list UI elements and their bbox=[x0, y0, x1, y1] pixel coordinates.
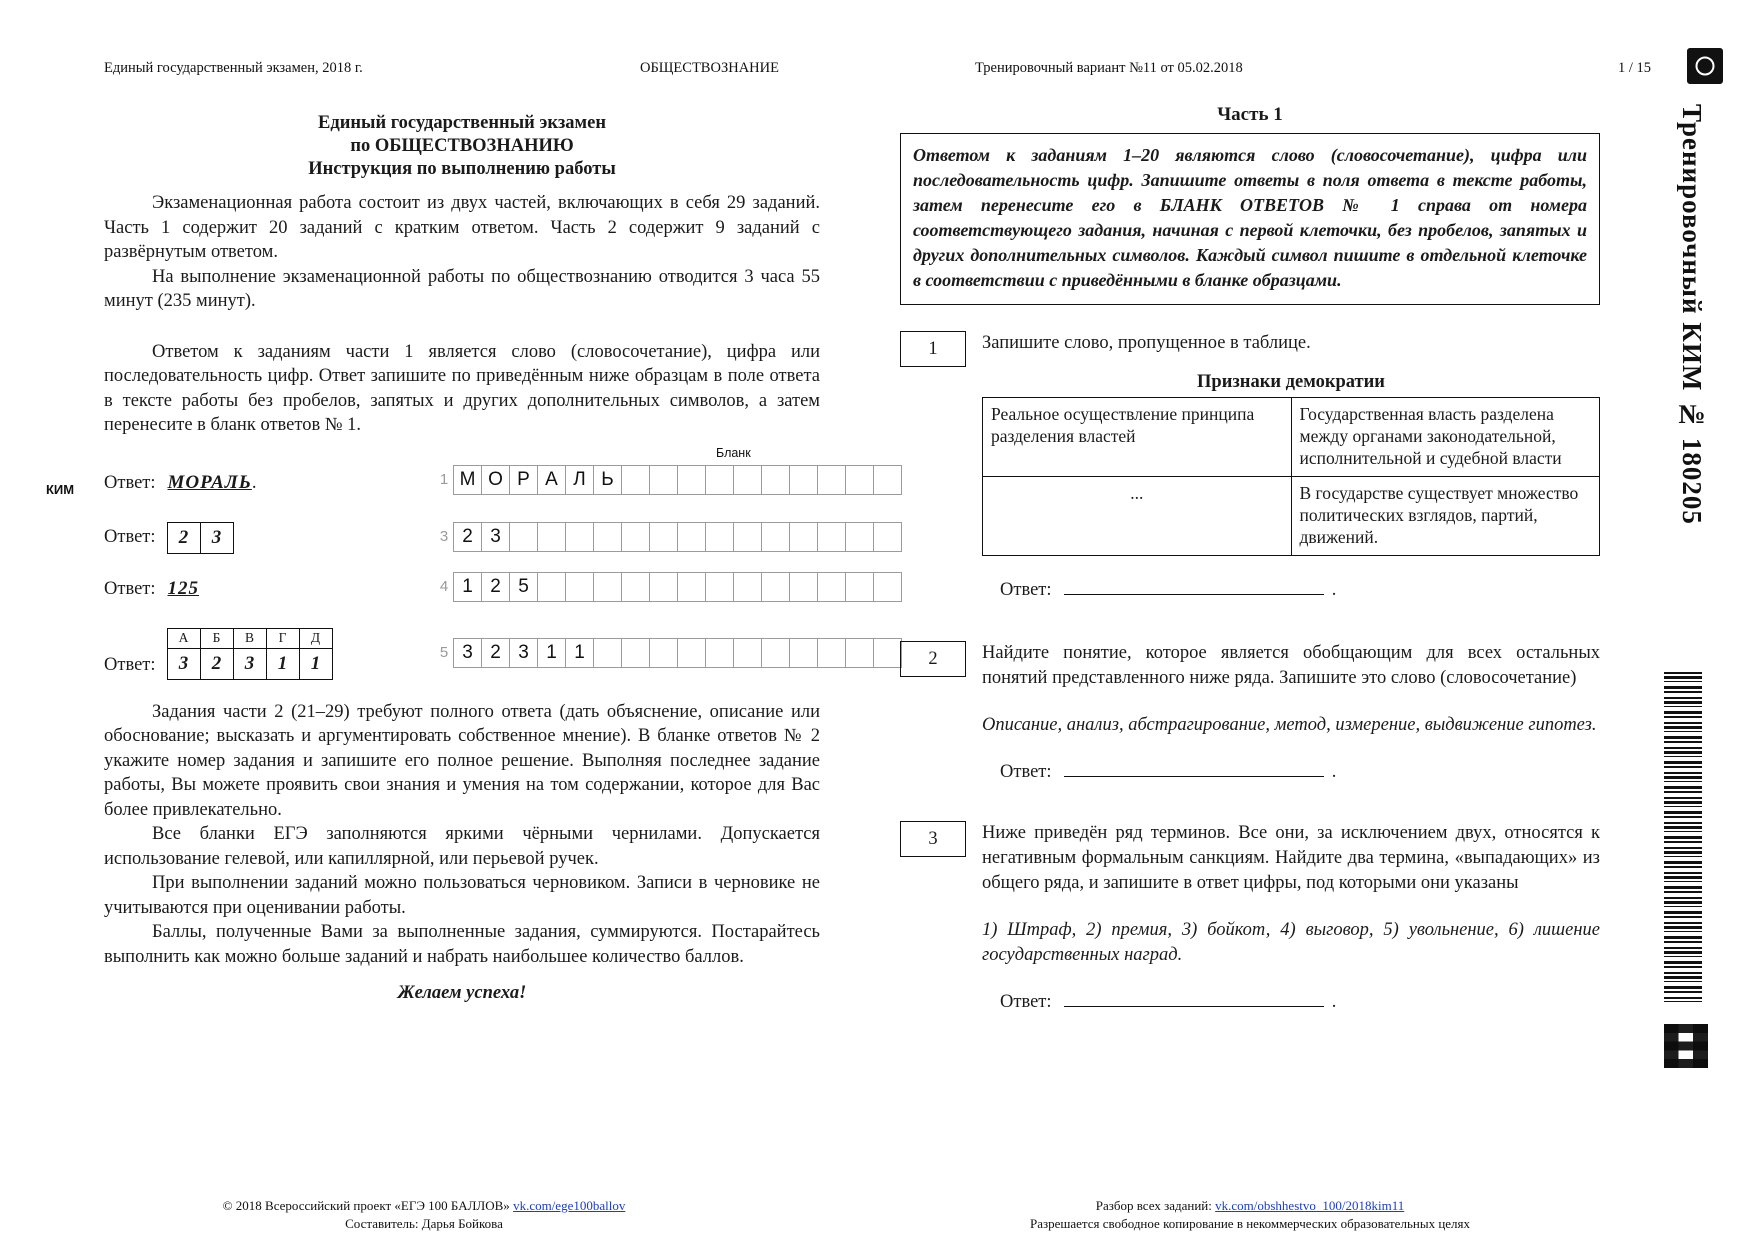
blank-cell: А bbox=[537, 465, 566, 495]
blank-cell-empty bbox=[873, 638, 902, 668]
sample-answer-label-4: Ответ: bbox=[104, 654, 156, 675]
answer-rule-2[interactable] bbox=[1064, 762, 1324, 777]
blank-cell-empty bbox=[761, 522, 790, 552]
blank-cell-empty bbox=[845, 522, 874, 552]
table-cell: В государстве существует множество политических взглядов, партий, движений. bbox=[1291, 477, 1600, 556]
blank-cell: М bbox=[453, 465, 482, 495]
blank-cell-empty bbox=[761, 465, 790, 495]
answer-rule-1[interactable] bbox=[1064, 580, 1324, 595]
blank-cell-empty bbox=[761, 638, 790, 668]
task-text-3: Ниже приведён ряд терминов. Все они, за исключением двух, относятся к негативным формальным санкциям. Найдите два термина, «выпадающих» из общего ряда, и запишите в ответ цифры, под которыми они указаны bbox=[982, 823, 1600, 893]
blank-cell-empty bbox=[509, 522, 538, 552]
sample-table-header-4 bbox=[168, 628, 333, 649]
blank-cell: Р bbox=[509, 465, 538, 495]
answer-dot-3: . bbox=[1331, 992, 1337, 1012]
blank-cell-empty bbox=[845, 572, 874, 602]
footer-left bbox=[104, 1197, 744, 1233]
footer-left-link[interactable]: vk.com/ege100ballov bbox=[513, 1198, 626, 1213]
blank-cell-empty bbox=[621, 572, 650, 602]
intro-paragraph-2: На выполнение экзаменационной работы по обществознанию отводится 3 часа 55 минут (235 минут). bbox=[104, 266, 820, 311]
sample-row-1: Ответ: МОРАЛЬ. bbox=[104, 471, 257, 493]
intro-paragraph-1: Экзаменационная работа состоит из двух частей, включающих в себя 29 заданий. Часть 1 содержит 20 заданий с кратким ответом. Часть 2 содержит 9 заданий с развёрнутым ответом. bbox=[104, 193, 820, 262]
blank-cell: 1 bbox=[453, 572, 482, 602]
blank-cell: 2 bbox=[481, 638, 510, 668]
right-column bbox=[900, 104, 1600, 1013]
task-text-2: Найдите понятие, которое является обобщающим для всех остальных понятий представленного ниже ряда. Запишите это слово (словосочетание) bbox=[982, 643, 1600, 688]
blank-cell: 1 bbox=[537, 638, 566, 668]
blank-cell-empty bbox=[817, 638, 846, 668]
task-3 bbox=[900, 821, 1600, 1013]
blank-cell: Ь bbox=[593, 465, 622, 495]
sample-col-header: А bbox=[167, 628, 201, 649]
answer-rule-3[interactable] bbox=[1064, 992, 1324, 1007]
answer-label-1: Ответ: bbox=[1000, 580, 1052, 600]
sample-col-header: В bbox=[233, 628, 267, 649]
blank-cell-empty bbox=[789, 572, 818, 602]
table-cell: Государственная власть разделена между органами законодательной, исполнительной и судебной власти bbox=[1291, 398, 1600, 477]
blank-cell-empty bbox=[677, 638, 706, 668]
sample-cell: 1 bbox=[299, 648, 333, 680]
part1-instruction: Ответом к заданиям 1–20 являются слово (словосочетание), цифра или последовательность цифр. Запишите ответы в поля ответа в тексте работы, затем перенесите его в БЛАНК ОТВЕТОВ № 1 справа от номера соответствующего задания, начиная с первой клеточки, без пробелов, запятых и других дополнительных символов. Каждый символ пишите в отдельной клеточке в соответствии с приведёнными в бланке образцами. bbox=[900, 133, 1600, 305]
blank-cell-empty bbox=[705, 522, 734, 552]
task-text-1: Запишите слово, пропущенное в таблице. bbox=[982, 333, 1311, 353]
sample-answer-value-3: 125 bbox=[167, 577, 200, 599]
blank-cell-empty bbox=[789, 638, 818, 668]
intro-paragraph-4: Задания части 2 (21–29) требуют полного ответа (дать объяснение, описание или обоснование; высказать и аргументировать собственное мнение). В бланке ответов № 2 укажите номер задания и запишите его полное решение. Выполняя последнее задание работы, Вы можете проявить свои знания и умения на том содержании, которое для Вас более привлекательно. bbox=[104, 701, 820, 820]
sample-col-header: Б bbox=[200, 628, 234, 649]
task-2 bbox=[900, 641, 1600, 783]
answer-label-2: Ответ: bbox=[1000, 762, 1052, 782]
intro-paragraph-3: Ответом к заданиям части 1 является слово (словосочетание), цифра или последовательность цифр. Ответ запишите по приведённым ниже образцам в поле ответа в тексте работы без пробелов, запятых и других дополнительных символов, а затем перенесите в бланк ответов № 1. bbox=[104, 341, 820, 435]
table-row bbox=[983, 477, 1600, 556]
sample-cell: 3 bbox=[233, 648, 267, 680]
answer-field-2[interactable] bbox=[982, 762, 1600, 783]
wish-success: Желаем успеха! bbox=[397, 983, 527, 1003]
blank-strip-num-3: 4 bbox=[439, 578, 449, 595]
blank-cell-empty bbox=[565, 522, 594, 552]
blank-strip-3 bbox=[434, 572, 902, 602]
title-line-2: по ОБЩЕСТВОЗНАНИЮ bbox=[350, 136, 574, 156]
blank-cell: 3 bbox=[453, 638, 482, 668]
blank-cell: 2 bbox=[481, 572, 510, 602]
circle-logo-icon bbox=[1687, 48, 1723, 84]
blank-strip-4 bbox=[434, 638, 902, 668]
blank-cell-empty bbox=[873, 572, 902, 602]
blank-cell-empty bbox=[621, 638, 650, 668]
answer-dot-1: . bbox=[1331, 580, 1337, 600]
blank-cell-empty bbox=[705, 465, 734, 495]
blank-cell-empty bbox=[649, 638, 678, 668]
document-title bbox=[104, 112, 820, 181]
blank-cell: 3 bbox=[509, 638, 538, 668]
task-number-3: 3 bbox=[900, 821, 966, 857]
blank-cell-empty bbox=[593, 522, 622, 552]
sample-answer-label-2: Ответ: bbox=[104, 527, 156, 547]
sample-answer-label-3: Ответ: bbox=[104, 578, 156, 599]
blank-cell-empty bbox=[845, 465, 874, 495]
blank-cell-empty bbox=[593, 572, 622, 602]
task-1 bbox=[900, 331, 1600, 601]
sample-col-header: Д bbox=[299, 628, 333, 649]
answer-label-3: Ответ: bbox=[1000, 992, 1052, 1012]
blank-cell-empty bbox=[733, 465, 762, 495]
title-line-1: Единый государственный экзамен bbox=[318, 113, 606, 133]
footer-author: Составитель: Дарья Бойкова bbox=[345, 1216, 503, 1231]
footer-solutions-label: Разбор всех заданий: bbox=[1095, 1198, 1216, 1213]
table-demokratiya bbox=[982, 397, 1600, 556]
blank-cell-empty bbox=[649, 572, 678, 602]
sample-row-4 bbox=[104, 628, 333, 680]
blank-strip-1 bbox=[434, 465, 902, 495]
table-caption-demo: Признаки демократии bbox=[1197, 372, 1385, 392]
blank-cell: 3 bbox=[481, 522, 510, 552]
blank-cell-empty bbox=[733, 638, 762, 668]
intro-paragraph-5: Все бланки ЕГЭ заполняются яркими чёрными чернилами. Допускается использование гелевой, или капиллярной, или перьевой ручек. bbox=[104, 824, 820, 869]
answer-dot-2: . bbox=[1331, 762, 1337, 782]
header-exam-name: Единый государственный экзамен, 2018 г. bbox=[104, 60, 363, 76]
qr-code-icon bbox=[1664, 1024, 1708, 1068]
blank-cell-empty bbox=[789, 522, 818, 552]
task-number-2: 2 bbox=[900, 641, 966, 677]
blank-cell-empty bbox=[761, 572, 790, 602]
intro-paragraph-7: Баллы, полученные Вами за выполненные задания, суммируются. Постарайтесь выполнить как можно больше заданий и набрать наибольшее количество баллов. bbox=[104, 922, 820, 967]
blank-cell-empty bbox=[873, 465, 902, 495]
intro-paragraph-6: При выполнении заданий можно пользоваться черновиком. Записи в черновике не учитываются при оценивании работы. bbox=[104, 873, 820, 918]
blank-strip-num-4: 5 bbox=[439, 644, 449, 661]
header-subject: ОБЩЕСТВОЗНАНИЕ bbox=[640, 60, 779, 76]
left-column bbox=[46, 112, 820, 1004]
task-terms-2: Описание, анализ, абстрагирование, метод, измерение, выдвижение гипотез. bbox=[982, 715, 1597, 735]
sample-cell: 2 bbox=[167, 522, 201, 554]
sample-cell: 1 bbox=[266, 648, 300, 680]
sample-table-4 bbox=[168, 628, 333, 680]
sample-cells-2 bbox=[168, 522, 234, 554]
blank-cell-empty bbox=[593, 638, 622, 668]
blank-cell-empty bbox=[845, 638, 874, 668]
blank-cell-empty bbox=[733, 522, 762, 552]
title-line-3: Инструкция по выполнению работы bbox=[308, 159, 616, 179]
sample-answer-label-1: Ответ: bbox=[104, 472, 156, 493]
sample-cell: 3 bbox=[200, 522, 234, 554]
blank-cell-empty bbox=[649, 522, 678, 552]
blank-cell-empty bbox=[677, 465, 706, 495]
blank-label: Бланк bbox=[716, 445, 751, 460]
blank-strip-num-2: 3 bbox=[439, 528, 449, 545]
footer-right-link[interactable]: vk.com/obshhestvo_100/2018kim11 bbox=[1215, 1198, 1405, 1213]
blank-strip-boxes-3 bbox=[454, 572, 902, 602]
blank-cell-empty bbox=[565, 572, 594, 602]
part-title: Часть 1 bbox=[1217, 104, 1283, 125]
blank-cell-empty bbox=[537, 522, 566, 552]
header-page-number: 1 / 15 bbox=[1618, 60, 1652, 76]
table-cell-blank: ... bbox=[983, 477, 1292, 556]
footer-copy-permission: Разрешается свободное копирование в некоммерческих образовательных целях bbox=[1029, 1216, 1471, 1231]
sample-cell: 3 bbox=[167, 648, 201, 680]
vertical-kim-title: Тренировочный КИМ № 180205 bbox=[1677, 104, 1707, 525]
blank-cell-empty bbox=[873, 522, 902, 552]
sample-col-header: Г bbox=[266, 628, 300, 649]
blank-cell-empty bbox=[537, 572, 566, 602]
blank-cell: 5 bbox=[509, 572, 538, 602]
sample-answers-block bbox=[46, 445, 820, 700]
blank-cell-empty bbox=[705, 638, 734, 668]
answer-field-1[interactable] bbox=[982, 580, 1600, 601]
blank-cell-empty bbox=[621, 465, 650, 495]
blank-cell: О bbox=[481, 465, 510, 495]
footer-right bbox=[900, 1197, 1600, 1233]
sample-row-3 bbox=[104, 578, 199, 600]
header-variant: Тренировочный вариант №11 от 05.02.2018 bbox=[975, 60, 1243, 76]
blank-cell-empty bbox=[817, 522, 846, 552]
blank-cell-empty bbox=[649, 465, 678, 495]
task-number-1: 1 bbox=[900, 331, 966, 367]
barcode-icon bbox=[1664, 672, 1702, 1002]
blank-cell: 1 bbox=[565, 638, 594, 668]
blank-cell-empty bbox=[733, 572, 762, 602]
blank-cell: 2 bbox=[453, 522, 482, 552]
task-terms-3: 1) Штраф, 2) премия, 3) бойкот, 4) выговор, 5) увольнение, 6) лишение государственных наград. bbox=[982, 920, 1600, 965]
blank-cell-empty bbox=[677, 572, 706, 602]
blank-cell-empty bbox=[621, 522, 650, 552]
sample-answer-value-1: МОРАЛЬ bbox=[167, 471, 252, 493]
answer-field-3[interactable] bbox=[982, 992, 1600, 1013]
blank-strip-num-1: 1 bbox=[439, 471, 449, 488]
table-cell: Реальное осуществление принципа разделения властей bbox=[983, 398, 1292, 477]
blank-strip-boxes-4 bbox=[454, 638, 902, 668]
blank-cell-empty bbox=[705, 572, 734, 602]
sample-cell: 2 bbox=[200, 648, 234, 680]
kim-label: КИМ bbox=[46, 481, 75, 497]
sample-row-2 bbox=[104, 522, 234, 554]
sample-table-values-4 bbox=[168, 648, 333, 680]
blank-cell-empty bbox=[817, 465, 846, 495]
blank-strip-2 bbox=[434, 522, 902, 552]
blank-strip-boxes-2 bbox=[454, 522, 902, 552]
blank-cell-empty bbox=[677, 522, 706, 552]
blank-strip-boxes-1 bbox=[454, 465, 902, 495]
blank-cell-empty bbox=[817, 572, 846, 602]
blank-cell-empty bbox=[789, 465, 818, 495]
footer-copyright: © 2018 Всероссийский проект «ЕГЭ 100 БАЛЛОВ» bbox=[222, 1198, 514, 1213]
blank-cell: Л bbox=[565, 465, 594, 495]
table-row bbox=[983, 398, 1600, 477]
